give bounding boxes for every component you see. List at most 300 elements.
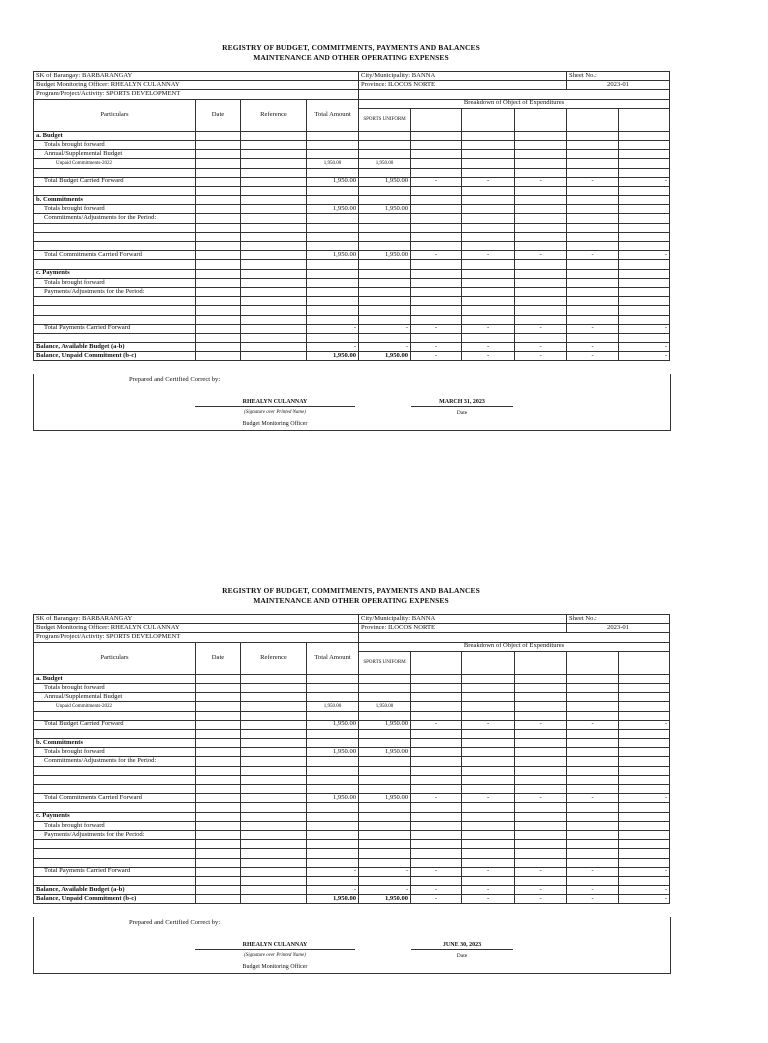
table-cell — [515, 775, 567, 784]
table-cell — [619, 702, 670, 711]
officer-name: RHEALYN CULANNAY — [195, 942, 355, 950]
table-cell — [619, 651, 670, 674]
table-cell — [307, 287, 359, 296]
sheet-number: 2023-01 — [567, 624, 670, 633]
table-cell — [241, 333, 307, 342]
table-cell — [567, 278, 619, 287]
table-cell — [241, 196, 307, 205]
table-cell: - — [515, 720, 567, 729]
table-cell — [515, 683, 567, 692]
payments-adjustments: Payments/Adjustments for the Period: — [34, 287, 196, 296]
certification-date: MARCH 31, 2023 — [411, 399, 513, 407]
city-municipality: City/Municipality: BANNA — [359, 72, 567, 81]
table-cell — [241, 867, 307, 876]
table-cell — [411, 297, 462, 306]
table-cell — [34, 232, 196, 241]
table-cell — [619, 260, 670, 269]
sk-barangay: SK of Barangay: BARBARANGAY — [34, 615, 359, 624]
table-cell: - — [462, 343, 515, 352]
table-cell — [567, 766, 619, 775]
table-cell: - — [619, 343, 670, 352]
table-cell — [241, 297, 307, 306]
table-cell — [241, 830, 307, 839]
table-cell — [567, 683, 619, 692]
table-cell — [307, 242, 359, 251]
table-cell: - — [411, 352, 462, 361]
table-cell — [359, 830, 411, 839]
table-cell — [196, 840, 241, 849]
table-cell — [462, 693, 515, 702]
table-cell — [462, 840, 515, 849]
table-cell — [515, 315, 567, 324]
table-cell — [359, 711, 411, 720]
breakdown-header: Breakdown of Object of Expenditures — [359, 642, 670, 651]
table-cell — [307, 775, 359, 784]
table-cell: - — [567, 886, 619, 895]
table-cell — [619, 159, 670, 168]
table-cell — [196, 251, 241, 260]
table-cell — [411, 269, 462, 278]
table-cell — [619, 683, 670, 692]
table-cell — [359, 196, 411, 205]
table-cell — [196, 168, 241, 177]
unpaid-2022-sports: 1,950.00 — [359, 159, 411, 168]
table-cell — [307, 168, 359, 177]
table-cell — [196, 205, 241, 214]
table-cell: - — [567, 177, 619, 186]
table-cell — [411, 849, 462, 858]
table-cell: - — [462, 177, 515, 186]
table-cell — [462, 260, 515, 269]
table-cell — [462, 702, 515, 711]
table-cell: - — [567, 895, 619, 904]
table-cell — [196, 242, 241, 251]
table-cell — [196, 333, 241, 342]
table-cell — [307, 306, 359, 315]
table-cell — [619, 186, 670, 195]
table-cell — [241, 812, 307, 821]
total-commitments-carried-forward: Total Commitments Carried Forward — [34, 794, 196, 803]
signature-caption: (Signature over Printed Name) — [244, 953, 306, 958]
table-cell — [515, 757, 567, 766]
table-cell — [359, 683, 411, 692]
table-cell — [515, 674, 567, 683]
table-cell — [307, 803, 359, 812]
table-cell — [307, 260, 359, 269]
table-cell: - — [619, 720, 670, 729]
table-cell: - — [619, 352, 670, 361]
table-cell — [462, 849, 515, 858]
table-cell — [196, 306, 241, 315]
table-cell — [241, 729, 307, 738]
date-caption: Date — [456, 410, 468, 416]
table-cell: - — [567, 343, 619, 352]
table-cell — [34, 168, 196, 177]
table-cell: 1,950.00 — [307, 251, 359, 260]
table-cell — [567, 168, 619, 177]
total-budget-carried-forward: Total Budget Carried Forward — [34, 177, 196, 186]
table-cell — [462, 674, 515, 683]
table-cell — [241, 693, 307, 702]
table-cell: 1,950.00 — [359, 177, 411, 186]
table-cell — [619, 674, 670, 683]
signature-caption: (Signature over Printed Name) — [244, 410, 306, 415]
table-cell — [307, 693, 359, 702]
table-cell — [462, 785, 515, 794]
table-cell — [34, 849, 196, 858]
prepared-by-label: Prepared and Certified Correct by: — [129, 376, 221, 383]
table-cell — [241, 140, 307, 149]
table-cell — [619, 306, 670, 315]
table-cell — [567, 693, 619, 702]
table-cell — [567, 702, 619, 711]
table-cell: - — [411, 794, 462, 803]
table-cell — [462, 140, 515, 149]
table-cell — [359, 223, 411, 232]
table-cell — [619, 803, 670, 812]
table-cell — [567, 297, 619, 306]
table-cell: - — [515, 251, 567, 260]
table-cell — [241, 840, 307, 849]
table-cell: - — [619, 251, 670, 260]
table-cell — [619, 729, 670, 738]
sheet-label: Sheet No.: — [567, 615, 670, 624]
table-cell: 1,950.00 — [307, 177, 359, 186]
table-cell — [359, 214, 411, 223]
table-cell — [411, 785, 462, 794]
table-cell — [411, 858, 462, 867]
table-cell: - — [619, 324, 670, 333]
table-cell: 1,950.00 — [359, 794, 411, 803]
table-cell — [515, 196, 567, 205]
table-cell — [619, 214, 670, 223]
table-cell — [462, 830, 515, 839]
table-cell: - — [462, 352, 515, 361]
col-particulars: Particulars — [34, 99, 196, 131]
table-cell: - — [411, 895, 462, 904]
table-cell — [515, 803, 567, 812]
table-cell — [307, 232, 359, 241]
table-cell — [196, 297, 241, 306]
table-cell — [515, 876, 567, 885]
table-cell — [462, 711, 515, 720]
table-cell — [34, 775, 196, 784]
table-cell — [196, 683, 241, 692]
table-cell: - — [359, 867, 411, 876]
table-cell — [567, 812, 619, 821]
table-cell — [515, 242, 567, 251]
table-cell — [34, 803, 196, 812]
table-cell — [359, 90, 670, 99]
table-cell — [515, 269, 567, 278]
table-cell — [411, 702, 462, 711]
table-cell — [515, 140, 567, 149]
sk-barangay: SK of Barangay: BARBARANGAY — [34, 72, 359, 81]
table-cell — [34, 223, 196, 232]
col-date: Date — [196, 642, 241, 674]
table-cell — [241, 324, 307, 333]
unpaid-commitments-2022: Unpaid Commitments-2022 — [34, 702, 196, 711]
table-cell: - — [462, 895, 515, 904]
table-cell — [359, 269, 411, 278]
table-cell — [241, 177, 307, 186]
col-reference: Reference — [241, 99, 307, 131]
table-cell: - — [411, 343, 462, 352]
table-cell — [359, 278, 411, 287]
table-cell: - — [411, 886, 462, 895]
table-cell — [34, 242, 196, 251]
table-cell — [241, 315, 307, 324]
table-cell — [359, 812, 411, 821]
total-budget-carried-forward: Total Budget Carried Forward — [34, 720, 196, 729]
section-commitments: b. Commitments — [34, 739, 196, 748]
table-cell: 1,950.00 — [307, 352, 359, 361]
table-cell — [359, 729, 411, 738]
col-total-amount: Total Amount — [307, 99, 359, 131]
table-cell — [462, 757, 515, 766]
table-cell: 1,950.00 — [359, 205, 411, 214]
table-cell — [411, 214, 462, 223]
table-cell — [462, 739, 515, 748]
table-cell — [241, 895, 307, 904]
table-cell — [462, 812, 515, 821]
table-cell — [34, 186, 196, 195]
table-cell — [34, 876, 196, 885]
table-cell — [462, 232, 515, 241]
certification-date: JUNE 30, 2023 — [411, 942, 513, 950]
table-cell: - — [567, 794, 619, 803]
table-cell — [567, 260, 619, 269]
table-cell — [515, 306, 567, 315]
table-cell — [462, 287, 515, 296]
table-cell: - — [515, 177, 567, 186]
section-budget: a. Budget — [34, 131, 196, 140]
table-cell — [359, 140, 411, 149]
table-cell — [619, 711, 670, 720]
table-cell — [411, 757, 462, 766]
table-cell — [196, 140, 241, 149]
table-cell — [411, 812, 462, 821]
table-cell — [567, 306, 619, 315]
table-cell — [359, 150, 411, 159]
table-cell — [462, 775, 515, 784]
table-cell: - — [567, 251, 619, 260]
table-cell: - — [515, 895, 567, 904]
budget-officer: Budget Monitoring Officer: RHEALYN CULANNAY — [34, 624, 359, 633]
table-cell — [619, 205, 670, 214]
table-cell — [515, 223, 567, 232]
table-cell — [241, 131, 307, 140]
table-cell — [359, 315, 411, 324]
table-cell — [462, 821, 515, 830]
table-cell — [619, 757, 670, 766]
table-cell — [567, 830, 619, 839]
table-cell — [515, 766, 567, 775]
table-cell — [307, 757, 359, 766]
document-title: REGISTRY OF BUDGET, COMMITMENTS, PAYMENTS AND BALANCES MAINTENANCE AND OTHER OPERATING EXPENSES — [222, 586, 480, 605]
table-cell — [619, 287, 670, 296]
table-cell — [619, 315, 670, 324]
table-cell — [462, 297, 515, 306]
table-cell — [359, 840, 411, 849]
table-cell — [241, 785, 307, 794]
table-cell — [567, 108, 619, 131]
city-municipality: City/Municipality: BANNA — [359, 615, 567, 624]
table-cell — [619, 785, 670, 794]
table-cell — [619, 849, 670, 858]
table-cell — [411, 803, 462, 812]
table-cell — [567, 242, 619, 251]
table-cell — [307, 150, 359, 159]
table-cell — [307, 223, 359, 232]
table-cell — [567, 159, 619, 168]
table-cell — [241, 683, 307, 692]
table-cell — [196, 876, 241, 885]
table-cell — [359, 242, 411, 251]
officer-name: RHEALYN CULANNAY — [195, 399, 355, 407]
table-cell — [515, 260, 567, 269]
table-cell — [196, 324, 241, 333]
table-cell — [34, 306, 196, 315]
registry-sheet-2 — [0, 543, 768, 1043]
table-cell — [241, 757, 307, 766]
table-cell — [411, 108, 462, 131]
table-cell — [619, 830, 670, 839]
table-cell — [567, 333, 619, 342]
table-cell — [196, 711, 241, 720]
registry-table — [33, 71, 670, 361]
table-cell — [307, 333, 359, 342]
table-cell — [567, 803, 619, 812]
table-cell — [515, 131, 567, 140]
unpaid-2022-total: 1,950.00 — [307, 702, 359, 711]
table-cell — [241, 159, 307, 168]
table-cell: - — [307, 886, 359, 895]
balance-available-budget: Balance, Available Budget (a-b) — [34, 886, 196, 895]
table-cell — [196, 150, 241, 159]
program-activity: Program/Project/Activity: SPORTS DEVELOPMENT — [34, 90, 359, 99]
table-cell — [619, 150, 670, 159]
budget-totals-brought-forward: Totals brought forward — [34, 140, 196, 149]
sheet-number: 2023-01 — [567, 81, 670, 90]
table-cell — [619, 840, 670, 849]
col-sports-uniform: SPORTS UNIFORM — [359, 108, 411, 131]
table-cell — [307, 214, 359, 223]
table-cell — [196, 214, 241, 223]
table-cell: 1,950.00 — [359, 720, 411, 729]
table-cell — [567, 821, 619, 830]
table-cell — [567, 785, 619, 794]
table-cell — [241, 223, 307, 232]
table-cell — [359, 693, 411, 702]
table-cell — [619, 108, 670, 131]
table-cell — [196, 849, 241, 858]
table-cell — [462, 278, 515, 287]
table-cell — [619, 739, 670, 748]
table-cell — [307, 849, 359, 858]
table-cell — [515, 232, 567, 241]
table-cell: - — [567, 720, 619, 729]
table-cell — [196, 131, 241, 140]
table-cell — [567, 214, 619, 223]
table-cell — [359, 306, 411, 315]
table-cell — [515, 748, 567, 757]
table-cell: - — [307, 324, 359, 333]
table-cell — [196, 343, 241, 352]
section-payments: c. Payments — [34, 269, 196, 278]
table-cell — [359, 876, 411, 885]
table-cell — [411, 205, 462, 214]
annual-supplemental-budget: Annual/Supplemental Budget — [34, 693, 196, 702]
table-cell: - — [411, 867, 462, 876]
table-cell — [34, 711, 196, 720]
table-cell — [462, 306, 515, 315]
table-cell — [619, 748, 670, 757]
table-cell — [359, 803, 411, 812]
table-cell — [241, 821, 307, 830]
table-cell — [567, 674, 619, 683]
table-cell — [411, 840, 462, 849]
table-cell — [241, 232, 307, 241]
table-cell — [567, 651, 619, 674]
table-cell — [241, 306, 307, 315]
table-cell — [359, 858, 411, 867]
table-cell — [196, 821, 241, 830]
table-cell — [411, 232, 462, 241]
table-cell — [462, 333, 515, 342]
table-cell: - — [462, 251, 515, 260]
table-cell — [411, 196, 462, 205]
table-cell — [619, 766, 670, 775]
table-cell — [515, 278, 567, 287]
table-cell — [196, 278, 241, 287]
table-cell — [241, 278, 307, 287]
budget-totals-brought-forward: Totals brought forward — [34, 683, 196, 692]
table-cell — [241, 748, 307, 757]
table-cell — [411, 775, 462, 784]
certification-block — [33, 374, 671, 431]
table-cell — [241, 849, 307, 858]
table-cell — [515, 297, 567, 306]
table-cell — [241, 352, 307, 361]
unpaid-2022-total: 1,950.00 — [307, 159, 359, 168]
table-cell — [307, 186, 359, 195]
table-cell — [515, 840, 567, 849]
annual-supplemental-budget: Annual/Supplemental Budget — [34, 150, 196, 159]
table-cell — [34, 729, 196, 738]
table-cell — [567, 729, 619, 738]
table-cell — [307, 830, 359, 839]
table-cell — [619, 278, 670, 287]
table-cell — [241, 205, 307, 214]
table-cell — [34, 840, 196, 849]
payments-adjustments: Payments/Adjustments for the Period: — [34, 830, 196, 839]
balance-unpaid-commitment: Balance, Unpaid Commitment (b-c) — [34, 895, 196, 904]
table-cell: - — [515, 886, 567, 895]
document-title: REGISTRY OF BUDGET, COMMITMENTS, PAYMENTS AND BALANCES MAINTENANCE AND OTHER OPERATING EXPENSES — [222, 43, 480, 62]
table-cell — [411, 287, 462, 296]
date-caption: Date — [456, 953, 468, 959]
table-cell — [515, 739, 567, 748]
budget-officer: Budget Monitoring Officer: RHEALYN CULANNAY — [34, 81, 359, 90]
table-cell — [411, 278, 462, 287]
table-cell — [196, 159, 241, 168]
program-activity: Program/Project/Activity: SPORTS DEVELOPMENT — [34, 633, 359, 642]
table-cell — [196, 766, 241, 775]
table-cell — [515, 702, 567, 711]
balance-available-budget: Balance, Available Budget (a-b) — [34, 343, 196, 352]
table-cell — [619, 812, 670, 821]
